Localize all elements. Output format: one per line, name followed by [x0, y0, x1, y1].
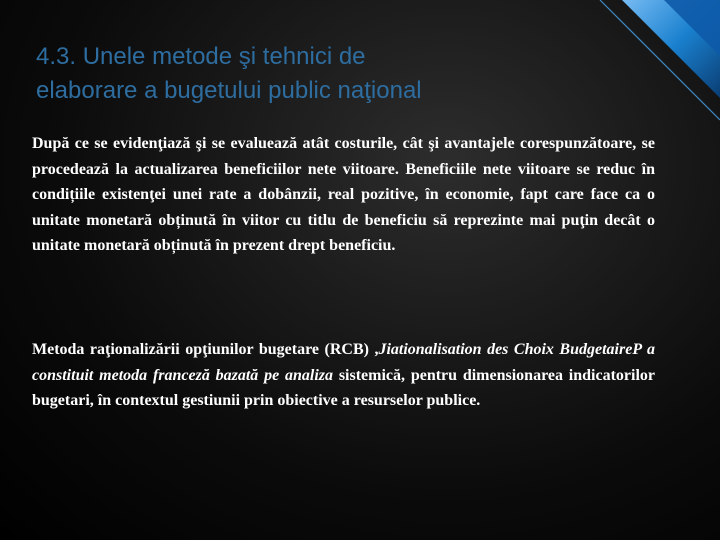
- paragraph-2: [32, 337, 655, 414]
- slide-title-line-1: 4.3. Unele metode şi tehnici de: [36, 43, 366, 70]
- paragraph-2-italic: Jiationalisation des Choix BudgetaireP a constituit metoda franceză bazată pe analiza: [32, 341, 655, 384]
- slide-title-line-2: elaborare a bugetului public naţional: [36, 77, 422, 104]
- paragraph-2-start: Metoda raţionalizării opţiunilor bugetare (RCB) ,: [32, 341, 379, 358]
- slide-title: [36, 40, 656, 108]
- paragraph-2-end: sistemică, pentru dimensionarea indicatorilor bugetari, în contextul gestiunii prin obiective a resurselor publice.: [32, 366, 656, 409]
- paragraph-1: După ce se evidenţiază şi se evaluează atât costurile, cât şi avantajele corespunzătoare, se procedează la actualizarea beneficiilor nete viitoare. Beneficiile nete viitoare se reduc în condițiile existenţei unei rate a dobânzii, real pozitive, în economie, fapt care face ca o unitate monetară obținută în viitor cu titlu de beneficiu să reprezinte mai puţin decât o unitate monetară obținută în prezent drept beneficiu.: [32, 135, 655, 254]
